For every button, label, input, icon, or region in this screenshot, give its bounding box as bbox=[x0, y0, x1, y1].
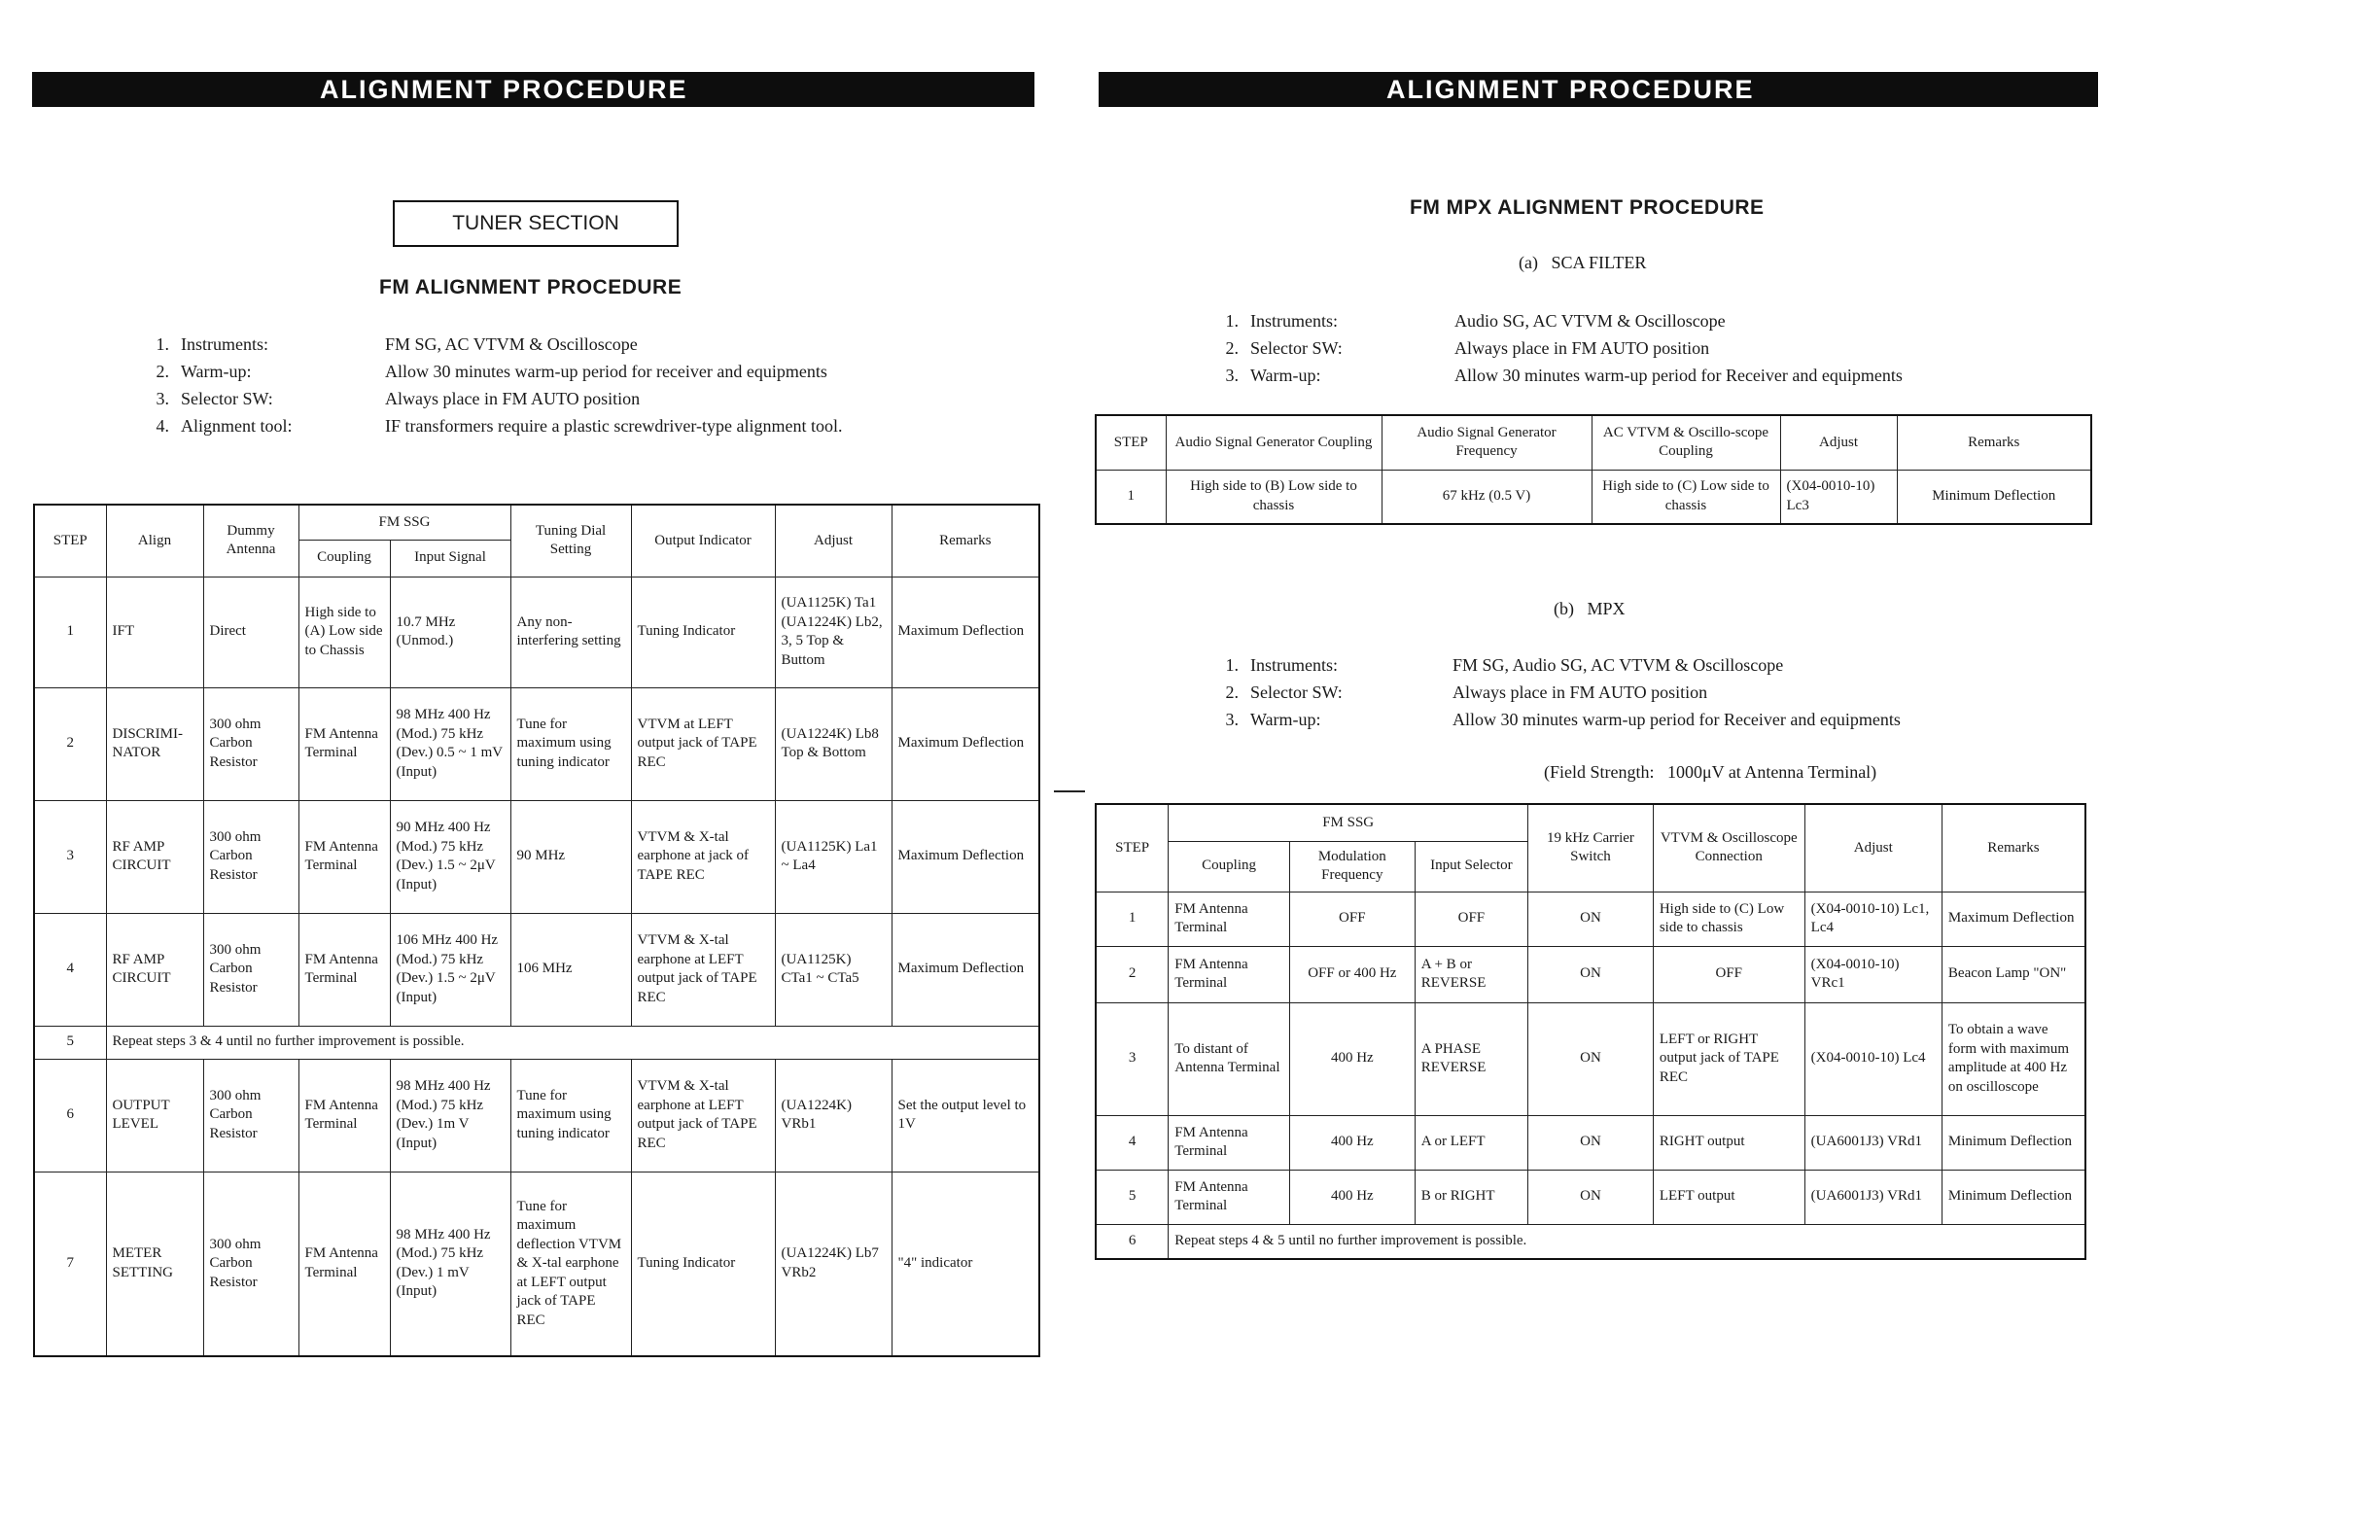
cell-align: RF AMP CIRCUIT bbox=[106, 913, 203, 1026]
cell-carrier: ON bbox=[1528, 1115, 1654, 1170]
req-label: Selector SW: bbox=[1250, 682, 1343, 702]
cell-input-selector: A PHASE REVERSE bbox=[1415, 1002, 1527, 1115]
left-requirements bbox=[136, 331, 842, 439]
req-label: Warm-up: bbox=[1250, 365, 1321, 385]
cell-step: 3 bbox=[1096, 1002, 1169, 1115]
cell-step: 6 bbox=[34, 1059, 106, 1172]
header-asg-coupling: Audio Signal Generator Coupling bbox=[1166, 415, 1382, 470]
cell-input: 10.7 MHz (Unmod.) bbox=[390, 577, 510, 687]
header-input-signal: Input Signal bbox=[390, 540, 510, 577]
header-adjust: Adjust bbox=[1804, 804, 1942, 892]
requirement-row bbox=[1206, 679, 1901, 706]
header-step: STEP bbox=[1096, 804, 1169, 892]
cell-carrier: ON bbox=[1528, 946, 1654, 1002]
header-adjust: Adjust bbox=[1780, 415, 1897, 470]
req-label: Selector SW: bbox=[1250, 337, 1343, 358]
requirement-row bbox=[136, 412, 842, 439]
cell-coupling: To distant of Antenna Terminal bbox=[1169, 1002, 1290, 1115]
requirement-row bbox=[1206, 706, 1901, 733]
cell-align: OUTPUT LEVEL bbox=[106, 1059, 203, 1172]
cell-step: 5 bbox=[1096, 1170, 1169, 1224]
cell-step: 5 bbox=[34, 1026, 106, 1059]
cell-coupling: FM Antenna Terminal bbox=[298, 913, 390, 1026]
header-asg-frequency: Audio Signal Generator Frequency bbox=[1382, 415, 1592, 470]
table-row bbox=[34, 577, 1039, 687]
cell-input-selector: A + B or REVERSE bbox=[1415, 946, 1527, 1002]
req-label: Warm-up: bbox=[181, 361, 252, 381]
table-row bbox=[1096, 946, 2085, 1002]
cell-remarks: Maximum Deflection bbox=[892, 913, 1039, 1026]
cell-coupling: FM Antenna Terminal bbox=[298, 687, 390, 800]
cell-step: 2 bbox=[34, 687, 106, 800]
req-value: Always place in FM AUTO position bbox=[1454, 337, 1710, 358]
mpx-caption: (b) MPX bbox=[1554, 599, 1626, 618]
header-vtvm-coupling: AC VTVM & Oscillo-scope Coupling bbox=[1592, 415, 1780, 470]
cell-vtvm: LEFT or RIGHT output jack of TAPE REC bbox=[1653, 1002, 1804, 1115]
cell-input: 98 MHz 400 Hz (Mod.) 75 kHz (Dev.) 0.5 ~ 1 mV (Input) bbox=[390, 687, 510, 800]
cell-input-selector: OFF bbox=[1415, 892, 1527, 946]
cell-remarks: Set the output level to 1V bbox=[892, 1059, 1039, 1172]
sca-caption: (a) SCA FILTER bbox=[1519, 253, 1647, 272]
cell-modulation: 400 Hz bbox=[1289, 1002, 1415, 1115]
requirement-row bbox=[1206, 307, 1903, 334]
cell-remarks: Maximum Deflection bbox=[892, 577, 1039, 687]
cell-align: IFT bbox=[106, 577, 203, 687]
req-num: 2. bbox=[1225, 337, 1239, 358]
table-row bbox=[1096, 1170, 2085, 1224]
cell-adjust: (UA1224K) Lb8 Top & Bottom bbox=[775, 687, 892, 800]
table-row bbox=[34, 1059, 1039, 1172]
cell-carrier: ON bbox=[1528, 1002, 1654, 1115]
header-fm-ssg: FM SSG bbox=[298, 505, 510, 540]
cell-modulation: 400 Hz bbox=[1289, 1115, 1415, 1170]
left-page-title: FM ALIGNMENT PROCEDURE bbox=[379, 276, 682, 298]
requirement-row bbox=[1206, 334, 1903, 362]
cell-remarks: Minimum Deflection bbox=[1942, 1170, 2085, 1224]
req-num: 3. bbox=[156, 388, 169, 408]
cell-align: METER SETTING bbox=[106, 1172, 203, 1356]
req-num: 4. bbox=[156, 415, 169, 436]
cell-tuning: 106 MHz bbox=[510, 913, 631, 1026]
cell-coupling: FM Antenna Terminal bbox=[1169, 946, 1290, 1002]
req-value: Audio SG, AC VTVM & Oscilloscope bbox=[1454, 310, 1726, 331]
header-remarks: Remarks bbox=[1897, 415, 2091, 470]
section-box-label: TUNER SECTION bbox=[452, 212, 619, 234]
cell-dummy: 300 ohm Carbon Resistor bbox=[203, 913, 298, 1026]
header-input-selector: Input Selector bbox=[1415, 841, 1527, 892]
cell-coupling: FM Antenna Terminal bbox=[1169, 1115, 1290, 1170]
cell-modulation: 400 Hz bbox=[1289, 1170, 1415, 1224]
field-strength-note: (Field Strength: 1000μV at Antenna Terminal) bbox=[1544, 762, 1877, 782]
right-banner-title: ALIGNMENT PROCEDURE bbox=[1386, 75, 1755, 104]
req-value: Always place in FM AUTO position bbox=[1452, 682, 1708, 702]
cell-remarks: Maximum Deflection bbox=[892, 687, 1039, 800]
header-modulation-frequency: Modulation Frequency bbox=[1289, 841, 1415, 892]
table-row bbox=[1096, 470, 2091, 524]
header-output-indicator: Output Indicator bbox=[631, 505, 775, 577]
req-value: Always place in FM AUTO position bbox=[385, 388, 641, 408]
left-banner-title: ALIGNMENT PROCEDURE bbox=[320, 75, 688, 104]
header-fm-ssg: FM SSG bbox=[1169, 804, 1528, 841]
req-value: Allow 30 minutes warm-up period for receiver and equipments bbox=[385, 361, 827, 381]
cell-tuning: Any non-interfering setting bbox=[510, 577, 631, 687]
req-label: Selector SW: bbox=[181, 388, 273, 408]
cell-tuning: Tune for maximum deflection VTVM & X-tal earphone at LEFT output jack of TAPE REC bbox=[510, 1172, 631, 1356]
header-align: Align bbox=[106, 505, 203, 577]
cell-remarks: Maximum Deflection bbox=[1942, 892, 2085, 946]
table-row bbox=[1096, 1115, 2085, 1170]
cell-step: 1 bbox=[1096, 470, 1166, 524]
req-label: Instruments: bbox=[1250, 654, 1338, 675]
requirement-row bbox=[1206, 362, 1903, 389]
requirement-row bbox=[136, 358, 842, 385]
cell-dummy: 300 ohm Carbon Resistor bbox=[203, 687, 298, 800]
requirement-row bbox=[136, 331, 842, 358]
req-label: Instruments: bbox=[181, 333, 268, 354]
cell-dummy: 300 ohm Carbon Resistor bbox=[203, 800, 298, 913]
cell-output: VTVM & X-tal earphone at LEFT output jack of TAPE REC bbox=[631, 1059, 775, 1172]
cell-step: 4 bbox=[34, 913, 106, 1026]
cell-step: 4 bbox=[1096, 1115, 1169, 1170]
req-value: FM SG, AC VTVM & Oscilloscope bbox=[385, 333, 638, 354]
cell-vtvm: OFF bbox=[1653, 946, 1804, 1002]
cell-step: 2 bbox=[1096, 946, 1169, 1002]
table-header-row bbox=[34, 505, 1039, 540]
cell-carrier: ON bbox=[1528, 892, 1654, 946]
cell-asg-coupling: High side to (B) Low side to chassis bbox=[1166, 470, 1382, 524]
fm-alignment-table bbox=[33, 504, 1040, 1357]
cell-tuning: 90 MHz bbox=[510, 800, 631, 913]
cell-remarks: To obtain a wave form with maximum amplitude at 400 Hz on oscilloscope bbox=[1942, 1002, 2085, 1115]
cell-adjust: (UA1125K) Ta1 (UA1224K) Lb2, 3, 5 Top & Buttom bbox=[775, 577, 892, 687]
req-value: IF transformers require a plastic screwdriver-type alignment tool. bbox=[385, 415, 843, 436]
header-coupling: Coupling bbox=[298, 540, 390, 577]
req-num: 1. bbox=[1225, 654, 1239, 675]
cell-align: RF AMP CIRCUIT bbox=[106, 800, 203, 913]
requirement-row bbox=[136, 385, 842, 412]
sca-table bbox=[1095, 414, 2092, 525]
cell-coupling: FM Antenna Terminal bbox=[298, 1059, 390, 1172]
header-adjust: Adjust bbox=[775, 505, 892, 577]
table-row bbox=[1096, 1002, 2085, 1115]
req-label: Alignment tool: bbox=[181, 415, 293, 436]
cell-vtvm: High side to (C) Low side to chassis bbox=[1653, 892, 1804, 946]
cell-adjust: (UA1125K) CTa1 ~ CTa5 bbox=[775, 913, 892, 1026]
cell-step: 1 bbox=[34, 577, 106, 687]
header-vtvm-connection: VTVM & Oscilloscope Connection bbox=[1653, 804, 1804, 892]
cell-adjust: (UA1224K) Lb7 VRb2 bbox=[775, 1172, 892, 1356]
cell-step: 7 bbox=[34, 1172, 106, 1356]
right-banner bbox=[1099, 72, 2098, 107]
table-row bbox=[1096, 1224, 2085, 1259]
cell-output: VTVM & X-tal earphone at LEFT output jack of TAPE REC bbox=[631, 913, 775, 1026]
cell-output: Tuning Indicator bbox=[631, 577, 775, 687]
cell-coupling: FM Antenna Terminal bbox=[298, 800, 390, 913]
header-step: STEP bbox=[34, 505, 106, 577]
cell-input: 98 MHz 400 Hz (Mod.) 75 kHz (Dev.) 1 mV (Input) bbox=[390, 1172, 510, 1356]
cell-remarks: Beacon Lamp "ON" bbox=[1942, 946, 2085, 1002]
cell-tuning: Tune for maximum using tuning indicator bbox=[510, 1059, 631, 1172]
cell-tuning: Tune for maximum using tuning indicator bbox=[510, 687, 631, 800]
req-label: Warm-up: bbox=[1250, 709, 1321, 729]
cell-vtvm-coupling: High side to (C) Low side to chassis bbox=[1592, 470, 1780, 524]
cell-step: 6 bbox=[1096, 1224, 1169, 1259]
cell-input: 90 MHz 400 Hz (Mod.) 75 kHz (Dev.) 1.5 ~ 2μV (Input) bbox=[390, 800, 510, 913]
cell-modulation: OFF or 400 Hz bbox=[1289, 946, 1415, 1002]
cell-adjust: (X04-0010-10) Lc1, Lc4 bbox=[1804, 892, 1942, 946]
table-row bbox=[34, 913, 1039, 1026]
cell-note: Repeat steps 3 & 4 until no further improvement is possible. bbox=[106, 1026, 1039, 1059]
table-row bbox=[34, 1172, 1039, 1356]
header-tuning-dial: Tuning Dial Setting bbox=[510, 505, 631, 577]
cell-dummy: Direct bbox=[203, 577, 298, 687]
mpx-table bbox=[1095, 803, 2086, 1260]
cell-input: 106 MHz 400 Hz (Mod.) 75 kHz (Dev.) 1.5 ~ 2μV (Input) bbox=[390, 913, 510, 1026]
header-carrier-switch: 19 kHz Carrier Switch bbox=[1528, 804, 1654, 892]
cell-dummy: 300 ohm Carbon Resistor bbox=[203, 1059, 298, 1172]
header-step: STEP bbox=[1096, 415, 1166, 470]
header-coupling: Coupling bbox=[1169, 841, 1290, 892]
req-value: FM SG, Audio SG, AC VTVM & Oscilloscope bbox=[1452, 654, 1784, 675]
cell-adjust: (X04-0010-10) Lc3 bbox=[1780, 470, 1897, 524]
mpx-requirements bbox=[1206, 651, 1901, 733]
cell-adjust: (X04-0010-10) VRc1 bbox=[1804, 946, 1942, 1002]
table-row bbox=[34, 687, 1039, 800]
cell-vtvm: LEFT output bbox=[1653, 1170, 1804, 1224]
req-num: 2. bbox=[156, 361, 169, 381]
requirement-row bbox=[1206, 651, 1901, 679]
cell-align: DISCRIMI-NATOR bbox=[106, 687, 203, 800]
req-num: 2. bbox=[1225, 682, 1239, 702]
cell-adjust: (X04-0010-10) Lc4 bbox=[1804, 1002, 1942, 1115]
cell-adjust: (UA6001J3) VRd1 bbox=[1804, 1170, 1942, 1224]
cell-adjust: (UA1224K) VRb1 bbox=[775, 1059, 892, 1172]
table-header-row bbox=[1096, 804, 2085, 841]
cell-remarks: "4" indicator bbox=[892, 1172, 1039, 1356]
table-row bbox=[34, 800, 1039, 913]
cell-coupling: FM Antenna Terminal bbox=[298, 1172, 390, 1356]
req-label: Instruments: bbox=[1250, 310, 1338, 331]
header-dummy-antenna: Dummy Antenna bbox=[203, 505, 298, 577]
req-num: 3. bbox=[1225, 365, 1239, 385]
header-remarks: Remarks bbox=[1942, 804, 2085, 892]
cell-adjust: (UA1125K) La1 ~ La4 bbox=[775, 800, 892, 913]
cell-modulation: OFF bbox=[1289, 892, 1415, 946]
left-banner bbox=[32, 72, 1034, 107]
header-remarks: Remarks bbox=[892, 505, 1039, 577]
req-num: 1. bbox=[156, 333, 169, 354]
cell-note: Repeat steps 4 & 5 until no further improvement is possible. bbox=[1169, 1224, 2085, 1259]
cell-coupling: FM Antenna Terminal bbox=[1169, 892, 1290, 946]
table-header-row bbox=[1096, 415, 2091, 470]
margin-dash bbox=[1054, 790, 1085, 792]
cell-step: 3 bbox=[34, 800, 106, 913]
cell-adjust: (UA6001J3) VRd1 bbox=[1804, 1115, 1942, 1170]
cell-input: 98 MHz 400 Hz (Mod.) 75 kHz (Dev.) 1m V (Input) bbox=[390, 1059, 510, 1172]
req-num: 3. bbox=[1225, 709, 1239, 729]
table-row bbox=[1096, 892, 2085, 946]
table-row bbox=[34, 1026, 1039, 1059]
cell-vtvm: RIGHT output bbox=[1653, 1115, 1804, 1170]
cell-output: VTVM at LEFT output jack of TAPE REC bbox=[631, 687, 775, 800]
cell-input-selector: B or RIGHT bbox=[1415, 1170, 1527, 1224]
cell-remarks: Minimum Deflection bbox=[1897, 470, 2091, 524]
section-box bbox=[393, 200, 679, 247]
req-num: 1. bbox=[1225, 310, 1239, 331]
cell-remarks: Minimum Deflection bbox=[1942, 1115, 2085, 1170]
cell-output: Tuning Indicator bbox=[631, 1172, 775, 1356]
cell-input-selector: A or LEFT bbox=[1415, 1115, 1527, 1170]
cell-asg-frequency: 67 kHz (0.5 V) bbox=[1382, 470, 1592, 524]
cell-carrier: ON bbox=[1528, 1170, 1654, 1224]
right-page-title: FM MPX ALIGNMENT PROCEDURE bbox=[1410, 196, 1765, 219]
cell-step: 1 bbox=[1096, 892, 1169, 946]
sca-requirements bbox=[1206, 307, 1903, 389]
cell-output: VTVM & X-tal earphone at jack of TAPE REC bbox=[631, 800, 775, 913]
cell-coupling: FM Antenna Terminal bbox=[1169, 1170, 1290, 1224]
cell-dummy: 300 ohm Carbon Resistor bbox=[203, 1172, 298, 1356]
cell-coupling: High side to (A) Low side to Chassis bbox=[298, 577, 390, 687]
req-value: Allow 30 minutes warm-up period for Receiver and equipments bbox=[1452, 709, 1901, 729]
req-value: Allow 30 minutes warm-up period for Receiver and equipments bbox=[1454, 365, 1903, 385]
cell-remarks: Maximum Deflection bbox=[892, 800, 1039, 913]
